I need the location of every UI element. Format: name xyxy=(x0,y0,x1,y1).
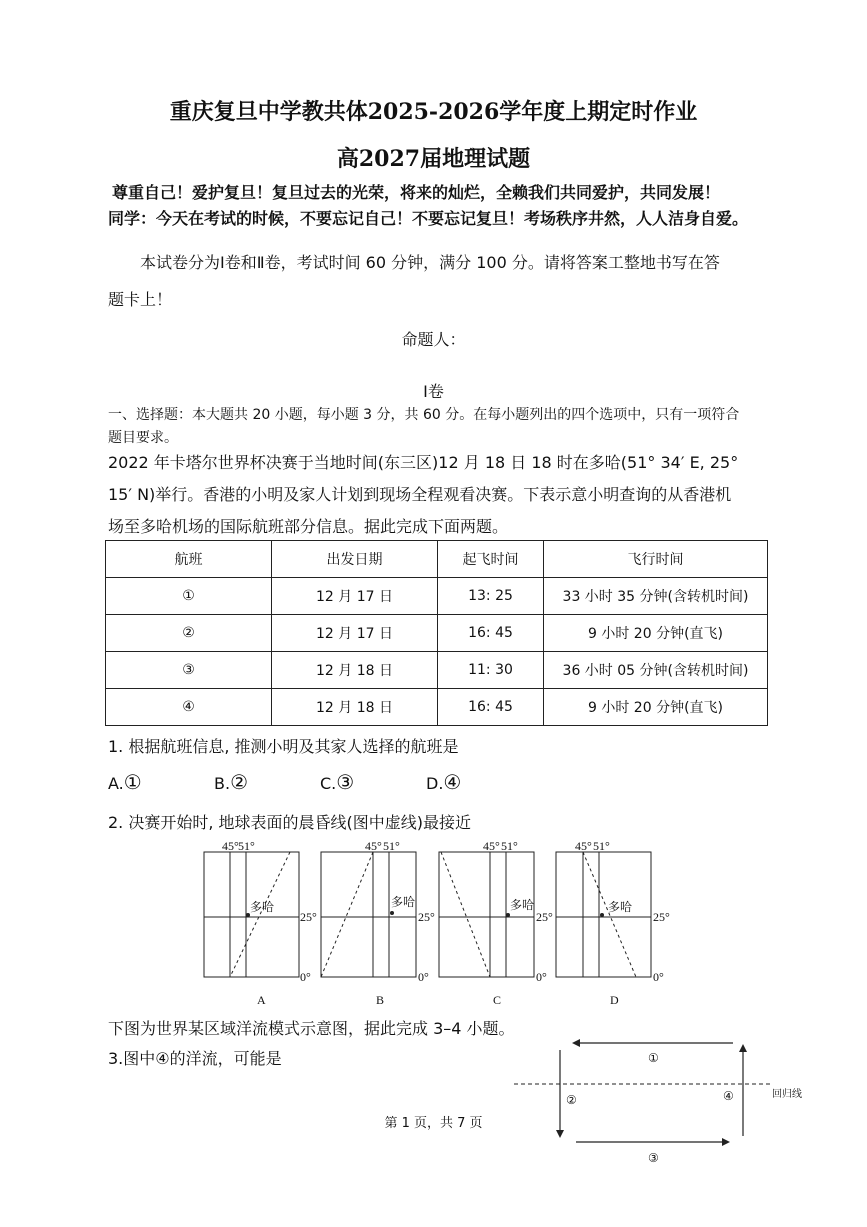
doha-dot xyxy=(390,911,394,915)
doha-dot xyxy=(506,913,510,917)
table-header-cell: 航班 xyxy=(106,541,272,578)
question-1-text: 1. 根据航班信息, 推测小明及其家人选择的航班是 xyxy=(108,737,459,756)
passage1-line-3: 场至多哈机场的国际航班部分信息。据此完成下面两题。 xyxy=(108,517,509,536)
lon-label: 51° xyxy=(383,839,400,853)
section-instructions-1: 一、选择题：本大题共 20 小题，每小题 3 分，共 60 分。在每小题列出的四个选项中，只有一项符合 xyxy=(108,407,740,423)
table-cell: 36 小时 05 分钟(含转机时间) xyxy=(544,652,768,689)
lon-label: 51° xyxy=(501,839,518,853)
q1-option-c[interactable] xyxy=(320,770,354,794)
panel-c xyxy=(439,852,534,977)
terminator-diagram xyxy=(190,838,690,1010)
passage2-line-1: 下图为世界某区域洋流模式示意图，据此完成 3–4 小题。 xyxy=(108,1019,515,1038)
intro-line-1: 本试卷分为Ⅰ卷和Ⅱ卷，考试时间 60 分钟，满分 100 分。请将答案工整地书写在答 xyxy=(140,253,720,272)
exam-title: 重庆复旦中学教共体2025-2026学年度上期定时作业 xyxy=(169,99,698,125)
current-label-1: ① xyxy=(648,1051,659,1065)
q1-option-b[interactable] xyxy=(214,770,248,794)
table-row xyxy=(106,652,768,689)
table-cell: 12 月 18 日 xyxy=(272,652,438,689)
option-value: ④ xyxy=(443,770,462,794)
lat-label: 25° xyxy=(653,910,670,924)
lon-label: 45° xyxy=(365,839,382,853)
motto-line-1: 尊重自己！爱护复旦！复旦过去的光荣，将来的灿烂，全赖我们共同爱护，共同发展！ xyxy=(112,183,721,202)
page-footer: 第 1 页，共 7 页 xyxy=(384,1116,483,1131)
intro-line-2: 题卡上！ xyxy=(108,290,173,309)
panel-a xyxy=(204,852,299,977)
option-letter: C. xyxy=(320,774,337,793)
lon-label: 45° xyxy=(483,839,500,853)
question-2-text: 2. 决赛开始时, 地球表面的晨昏线(图中虚线)最接近 xyxy=(108,813,472,832)
terminator-line xyxy=(583,852,636,977)
terminator-line xyxy=(230,852,290,977)
table-cell: 16: 45 xyxy=(438,689,544,726)
table-cell: 9 小时 20 分钟(直飞) xyxy=(544,689,768,726)
motto-line-2: 同学：今天在考试的时候，不要忘记自己！不要忘记复旦！考场秩序井然，人人洁身自爱。 xyxy=(108,209,749,228)
table-header-cell: 起飞时间 xyxy=(438,541,544,578)
option-letter: B. xyxy=(214,774,231,793)
question-3-text: 3.图中④的洋流，可能是 xyxy=(108,1049,282,1068)
passage1-line-2: 15′ N)举行。香港的小明及家人计划到现场全程观看决赛。下表示意小明查询的从香港机 xyxy=(108,485,732,504)
section-name: Ⅰ卷 xyxy=(423,382,444,401)
table-row xyxy=(106,689,768,726)
lat-label: 0° xyxy=(536,970,547,984)
lat-label: 25° xyxy=(418,910,435,924)
panel-label: A xyxy=(257,993,266,1007)
lon-label: 51° xyxy=(593,839,610,853)
table-cell: 12 月 18 日 xyxy=(272,689,438,726)
table-row xyxy=(106,578,768,615)
table-header-cell: 出发日期 xyxy=(272,541,438,578)
table-cell: 11: 30 xyxy=(438,652,544,689)
table-cell: 13: 25 xyxy=(438,578,544,615)
table-cell: 16: 45 xyxy=(438,615,544,652)
table-cell: 12 月 17 日 xyxy=(272,578,438,615)
lat-label: 0° xyxy=(653,970,664,984)
table-row xyxy=(106,615,768,652)
lat-label: 0° xyxy=(418,970,429,984)
panel-frame xyxy=(439,852,534,977)
table-header-row xyxy=(106,541,768,578)
passage1-line-1: 2022 年卡塔尔世界杯决赛于当地时间(东三区)12 月 18 日 18 时在多哈(51° 34′ E, 25° xyxy=(108,453,739,472)
table-cell: 9 小时 20 分钟(直飞) xyxy=(544,615,768,652)
city-label: 多哈 xyxy=(510,898,535,912)
lon-label: 45° xyxy=(575,839,592,853)
doha-dot xyxy=(600,913,604,917)
lon-label: 51° xyxy=(238,839,255,853)
table-cell: ④ xyxy=(106,689,272,726)
panel-frame xyxy=(321,852,416,977)
option-value: ① xyxy=(123,770,142,794)
city-label: 多哈 xyxy=(250,900,275,914)
panel-label: D xyxy=(610,993,619,1007)
current-label-2: ② xyxy=(566,1093,577,1107)
table-cell: 12 月 17 日 xyxy=(272,615,438,652)
section-instructions-2: 题目要求。 xyxy=(108,430,178,446)
table-cell: ① xyxy=(106,578,272,615)
option-value: ② xyxy=(230,770,248,794)
option-letter: D. xyxy=(426,774,444,793)
lat-label: 25° xyxy=(300,910,317,924)
tropic-label: 回归线 xyxy=(772,1089,802,1100)
q1-option-d[interactable] xyxy=(426,770,461,794)
panel-label: B xyxy=(376,993,385,1007)
lon-label: 45° xyxy=(222,839,239,853)
city-label: 多哈 xyxy=(391,895,416,909)
ocean-current-diagram xyxy=(510,1030,810,1170)
terminator-line xyxy=(441,852,490,977)
table-cell: ③ xyxy=(106,652,272,689)
table-cell: 33 小时 35 分钟(含转机时间) xyxy=(544,578,768,615)
exam-subtitle: 高2027届地理试题 xyxy=(336,146,531,172)
current-label-3: ③ xyxy=(648,1151,659,1165)
option-letter: A. xyxy=(108,774,124,793)
flight-table xyxy=(105,540,768,726)
panel-label: C xyxy=(493,993,502,1007)
panel-frame xyxy=(204,852,299,977)
author-label: 命题人： xyxy=(401,330,466,349)
lat-label: 25° xyxy=(536,910,553,924)
current-label-4: ④ xyxy=(723,1089,734,1103)
option-value: ③ xyxy=(336,770,355,794)
lat-label: 0° xyxy=(300,970,311,984)
terminator-line xyxy=(321,852,373,977)
table-cell: ② xyxy=(106,615,272,652)
table-header-cell: 飞行时间 xyxy=(544,541,768,578)
panel-b xyxy=(321,852,416,977)
q1-option-a[interactable] xyxy=(108,770,142,794)
city-label: 多哈 xyxy=(608,900,633,914)
